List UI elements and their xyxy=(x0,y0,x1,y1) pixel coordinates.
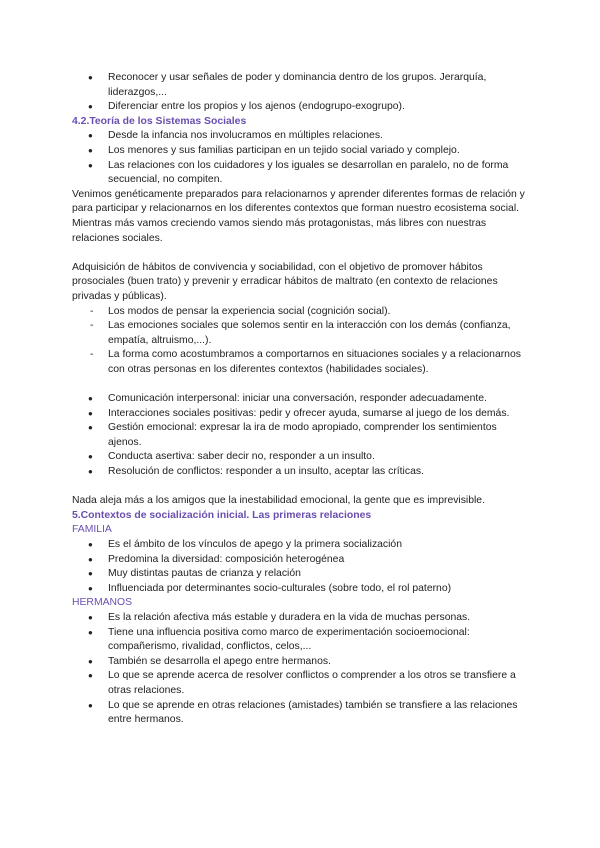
list-item: - Los modos de pensar la experiencia social (cognición social). xyxy=(72,305,532,320)
section-4-2-bullet-list xyxy=(72,129,532,187)
paragraph: Venimos genéticamente preparados para relacionarnos y aprender diferentes formas de relación y para participar y relacionarnos en los diferentes contextos que forman nuestro ecosistema social. xyxy=(72,188,525,215)
spacer xyxy=(72,246,532,261)
list-item: ● Comunicación interpersonal: iniciar una conversación, responder adecuadamente. xyxy=(72,392,532,407)
spacer xyxy=(72,377,532,392)
list-item: ● Tiene una influencia positiva como marco de experimentación socioemocional: compañerismo, rivalidad, conflictos, celos,... xyxy=(72,626,532,655)
list-item: - La forma como acostumbramos a comportarnos en situaciones sociales y a relacionarnos con otras personas en los diferentes contextos (habilidades sociales). xyxy=(72,348,532,377)
familia-bullet-list xyxy=(72,538,532,596)
list-item: ● Muy distintas pautas de crianza y relación xyxy=(72,567,532,582)
list-item: ● Lo que se aprende acerca de resolver conflictos o comprender a los otros se transfiere a otras relaciones. xyxy=(72,669,532,698)
list-item: ● Es el ámbito de los vínculos de apego y la primera socialización xyxy=(72,538,532,553)
hermanos-bullet-list xyxy=(72,611,532,728)
section-4-2-heading: 4.2.Teoría de los Sistemas Sociales xyxy=(72,115,247,127)
list-item: ● Resolución de conflictos: responder a un insulto, aceptar las críticas. xyxy=(72,465,532,480)
list-item: ● Gestión emocional: expresar la ira de modo apropiado, comprender los sentimientos ajenos. xyxy=(72,421,532,450)
list-item: ● Los menores y sus familias participan en un tejido social variado y complejo. xyxy=(72,144,532,159)
section-5-heading: 5.Contextos de socialización inicial. Las primeras relaciones xyxy=(72,509,372,521)
list-item: ● Diferenciar entre los propios y los ajenos (endogrupo-exogrupo). xyxy=(72,100,532,115)
list-item: ● Interacciones sociales positivas: pedir y ofrecer ayuda, sumarse al juego de los demás. xyxy=(72,407,532,422)
list-item: ● Influenciada por determinantes socio-culturales (sobre todo, el rol paterno) xyxy=(72,582,532,597)
spacer xyxy=(72,480,532,495)
list-item: ● Reconocer y usar señales de poder y dominancia dentro de los grupos. Jerarquía, liderazgos,... xyxy=(72,71,532,100)
list-item: ● Las relaciones con los cuidadores y los iguales se desarrollan en paralelo, no de forma secuencial, no compiten. xyxy=(72,159,532,188)
paragraph: Adquisición de hábitos de convivencia y sociabilidad, con el objetivo de promover hábitos prosociales (buen trato) y prevenir y erradicar hábitos de maltrato (en contexto de relaciones privadas y públicas). xyxy=(72,261,498,302)
paragraph: Nada aleja más a los amigos que la inestabilidad emocional, la gente que es imprevisible. xyxy=(72,495,485,507)
list-item: ● Conducta asertiva: saber decir no, responder a un insulto. xyxy=(72,450,532,465)
paragraph: Mientras más vamos creciendo vamos siendo más protagonistas, más libres con nuestras relaciones sociales. xyxy=(72,217,487,244)
habits-dash-list xyxy=(72,305,532,378)
list-item: ● También se desarrolla el apego entre hermanos. xyxy=(72,655,532,670)
hermanos-subheading: HERMANOS xyxy=(72,597,133,609)
list-item: ● Lo que se aprende en otras relaciones (amistades) también se transfiere a las relaciones entre hermanos. xyxy=(72,699,532,728)
list-item: - Las emociones sociales que solemos sentir en la interacción con los demás (confianza, empatía, altruismo,...). xyxy=(72,319,532,348)
list-item: ● Predomina la diversidad: composición heterogénea xyxy=(72,553,532,568)
familia-subheading: FAMILIA xyxy=(72,524,112,536)
document-body xyxy=(72,71,532,728)
list-item: ● Es la relación afectiva más estable y duradera en la vida de muchas personas. xyxy=(72,611,532,626)
top-bullet-list xyxy=(72,71,532,115)
skills-bullet-list xyxy=(72,392,532,480)
list-item: ● Desde la infancia nos involucramos en múltiples relaciones. xyxy=(72,129,532,144)
